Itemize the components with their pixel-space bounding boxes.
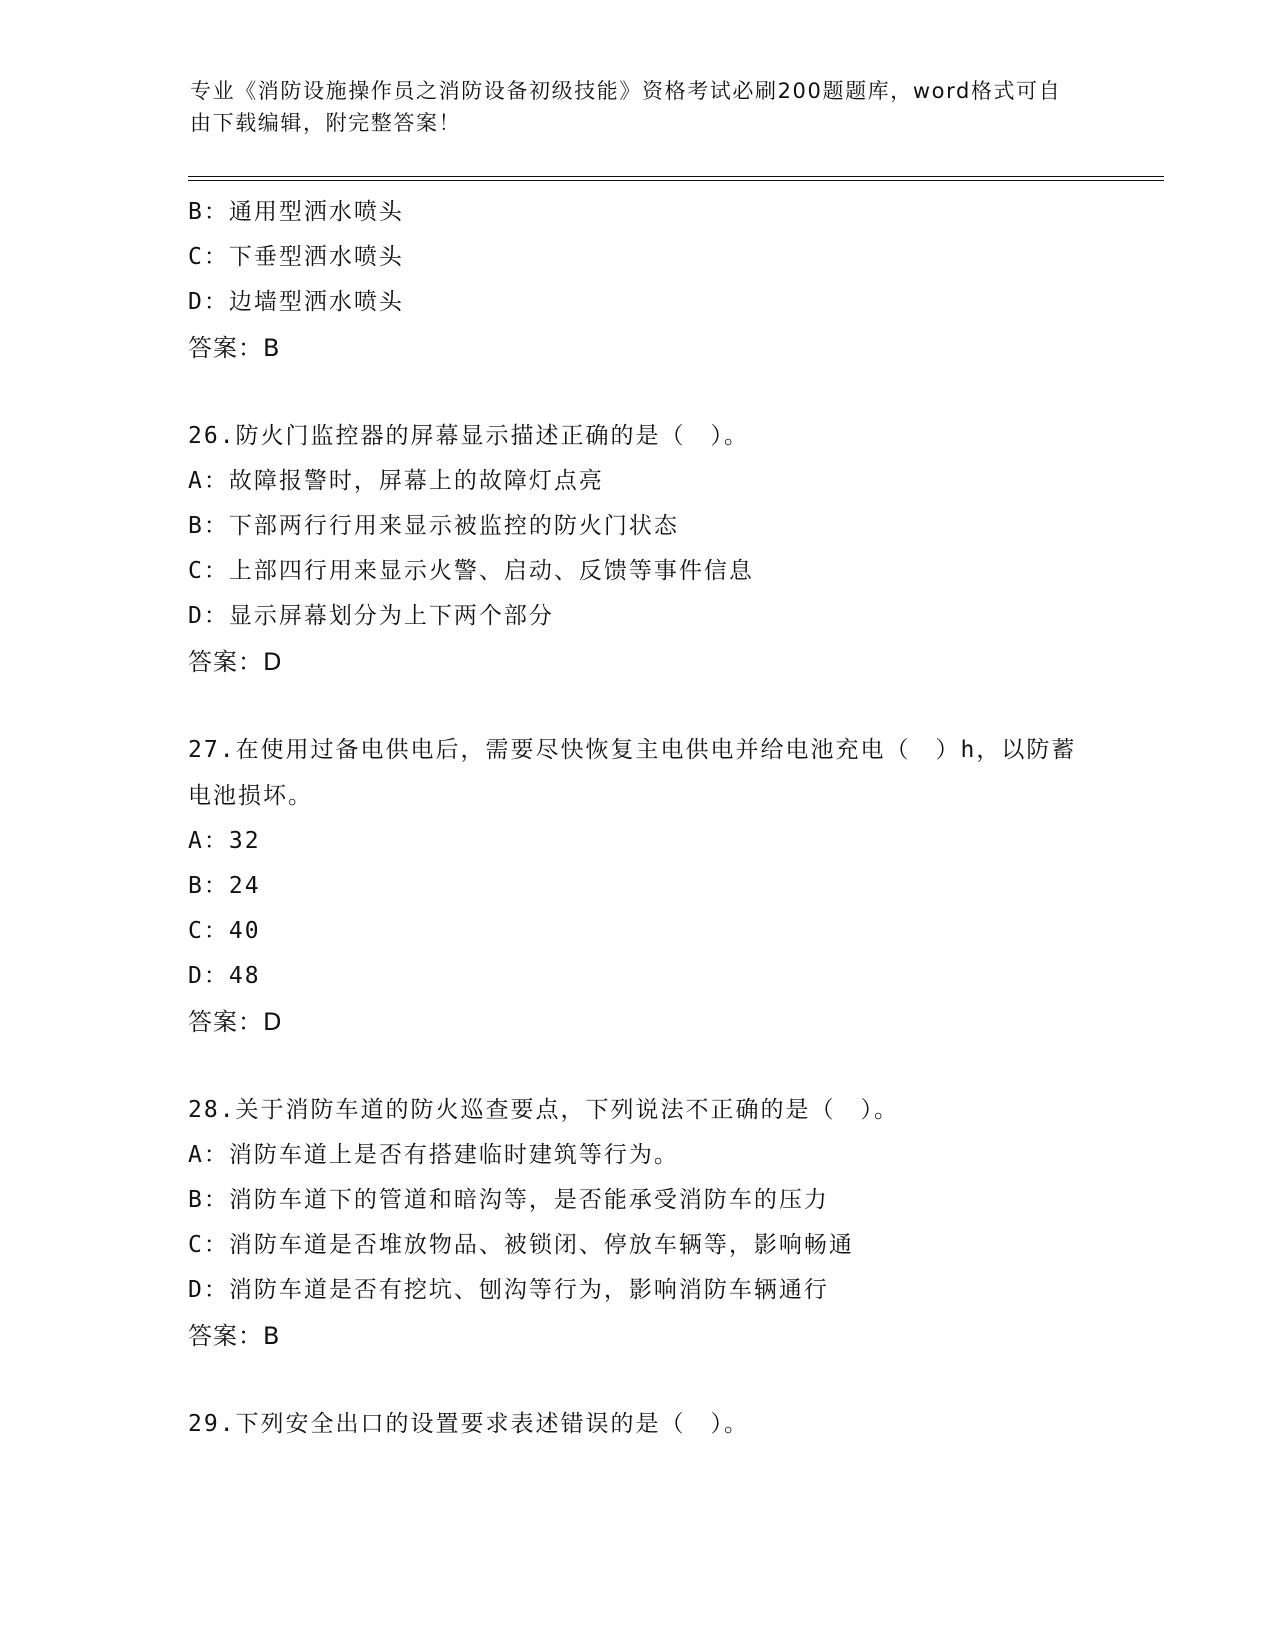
answer-value: D bbox=[263, 1008, 283, 1036]
question-title: 26.防火门监控器的屏幕显示描述正确的是（ ）。 bbox=[188, 423, 750, 449]
document-header: 专业《消防设施操作员之消防设备初级技能》资格考试必刷200题题库，word格式可自由下载编辑，附完整答案！ bbox=[190, 79, 1062, 135]
question-title: 28.关于消防车道的防火巡查要点，下列说法不正确的是（ ）。 bbox=[188, 1097, 900, 1123]
answer-label: 答案： bbox=[188, 334, 263, 362]
option-line: A：32 bbox=[188, 828, 261, 854]
question-26 bbox=[188, 413, 1128, 685]
option-line: D：48 bbox=[188, 963, 261, 989]
header-divider bbox=[188, 176, 1164, 182]
answer-label: 答案： bbox=[188, 648, 263, 676]
option-line: B：24 bbox=[188, 873, 261, 899]
question-28 bbox=[188, 1087, 1128, 1359]
answer-value: B bbox=[263, 334, 281, 362]
answer-value: B bbox=[263, 1322, 281, 1350]
option-line: A：故障报警时，屏幕上的故障灯点亮 bbox=[188, 468, 604, 494]
option-line: D：消防车道是否有挖坑、刨沟等行为，影响消防车辆通行 bbox=[188, 1277, 829, 1303]
question-title: 27.在使用过备电供电后，需要尽快恢复主电供电并给电池充电（ ）h，以防蓄电池损坏。 bbox=[188, 737, 1077, 809]
answer-label: 答案： bbox=[188, 1322, 263, 1350]
divider-line-top bbox=[188, 176, 1164, 177]
answer-line bbox=[188, 999, 1128, 1045]
option-line: D：边墙型洒水喷头 bbox=[188, 289, 404, 315]
question-27 bbox=[188, 727, 1128, 1045]
option-line: B：通用型洒水喷头 bbox=[188, 199, 404, 225]
question-29 bbox=[188, 1401, 1128, 1447]
divider-line-bottom bbox=[188, 180, 1164, 181]
document-content bbox=[188, 190, 1128, 1447]
option-line: C：40 bbox=[188, 918, 261, 944]
answer-line bbox=[188, 639, 1128, 685]
option-line: C：上部四行用来显示火警、启动、反馈等事件信息 bbox=[188, 558, 754, 584]
option-line: C：下垂型洒水喷头 bbox=[188, 244, 404, 270]
option-line: B：消防车道下的管道和暗沟等，是否能承受消防车的压力 bbox=[188, 1187, 829, 1213]
option-line: D：显示屏幕划分为上下两个部分 bbox=[188, 603, 554, 629]
answer-line bbox=[188, 1313, 1128, 1359]
option-line: C：消防车道是否堆放物品、被锁闭、停放车辆等，影响畅通 bbox=[188, 1232, 854, 1258]
answer-value: D bbox=[263, 648, 283, 676]
continued-question-block bbox=[188, 190, 1128, 371]
option-line: B：下部两行行用来显示被监控的防火门状态 bbox=[188, 513, 679, 539]
answer-label: 答案： bbox=[188, 1008, 263, 1036]
option-line: A：消防车道上是否有搭建临时建筑等行为。 bbox=[188, 1142, 679, 1168]
question-title: 29.下列安全出口的设置要求表述错误的是（ ）。 bbox=[188, 1411, 750, 1437]
answer-line bbox=[188, 325, 1128, 371]
